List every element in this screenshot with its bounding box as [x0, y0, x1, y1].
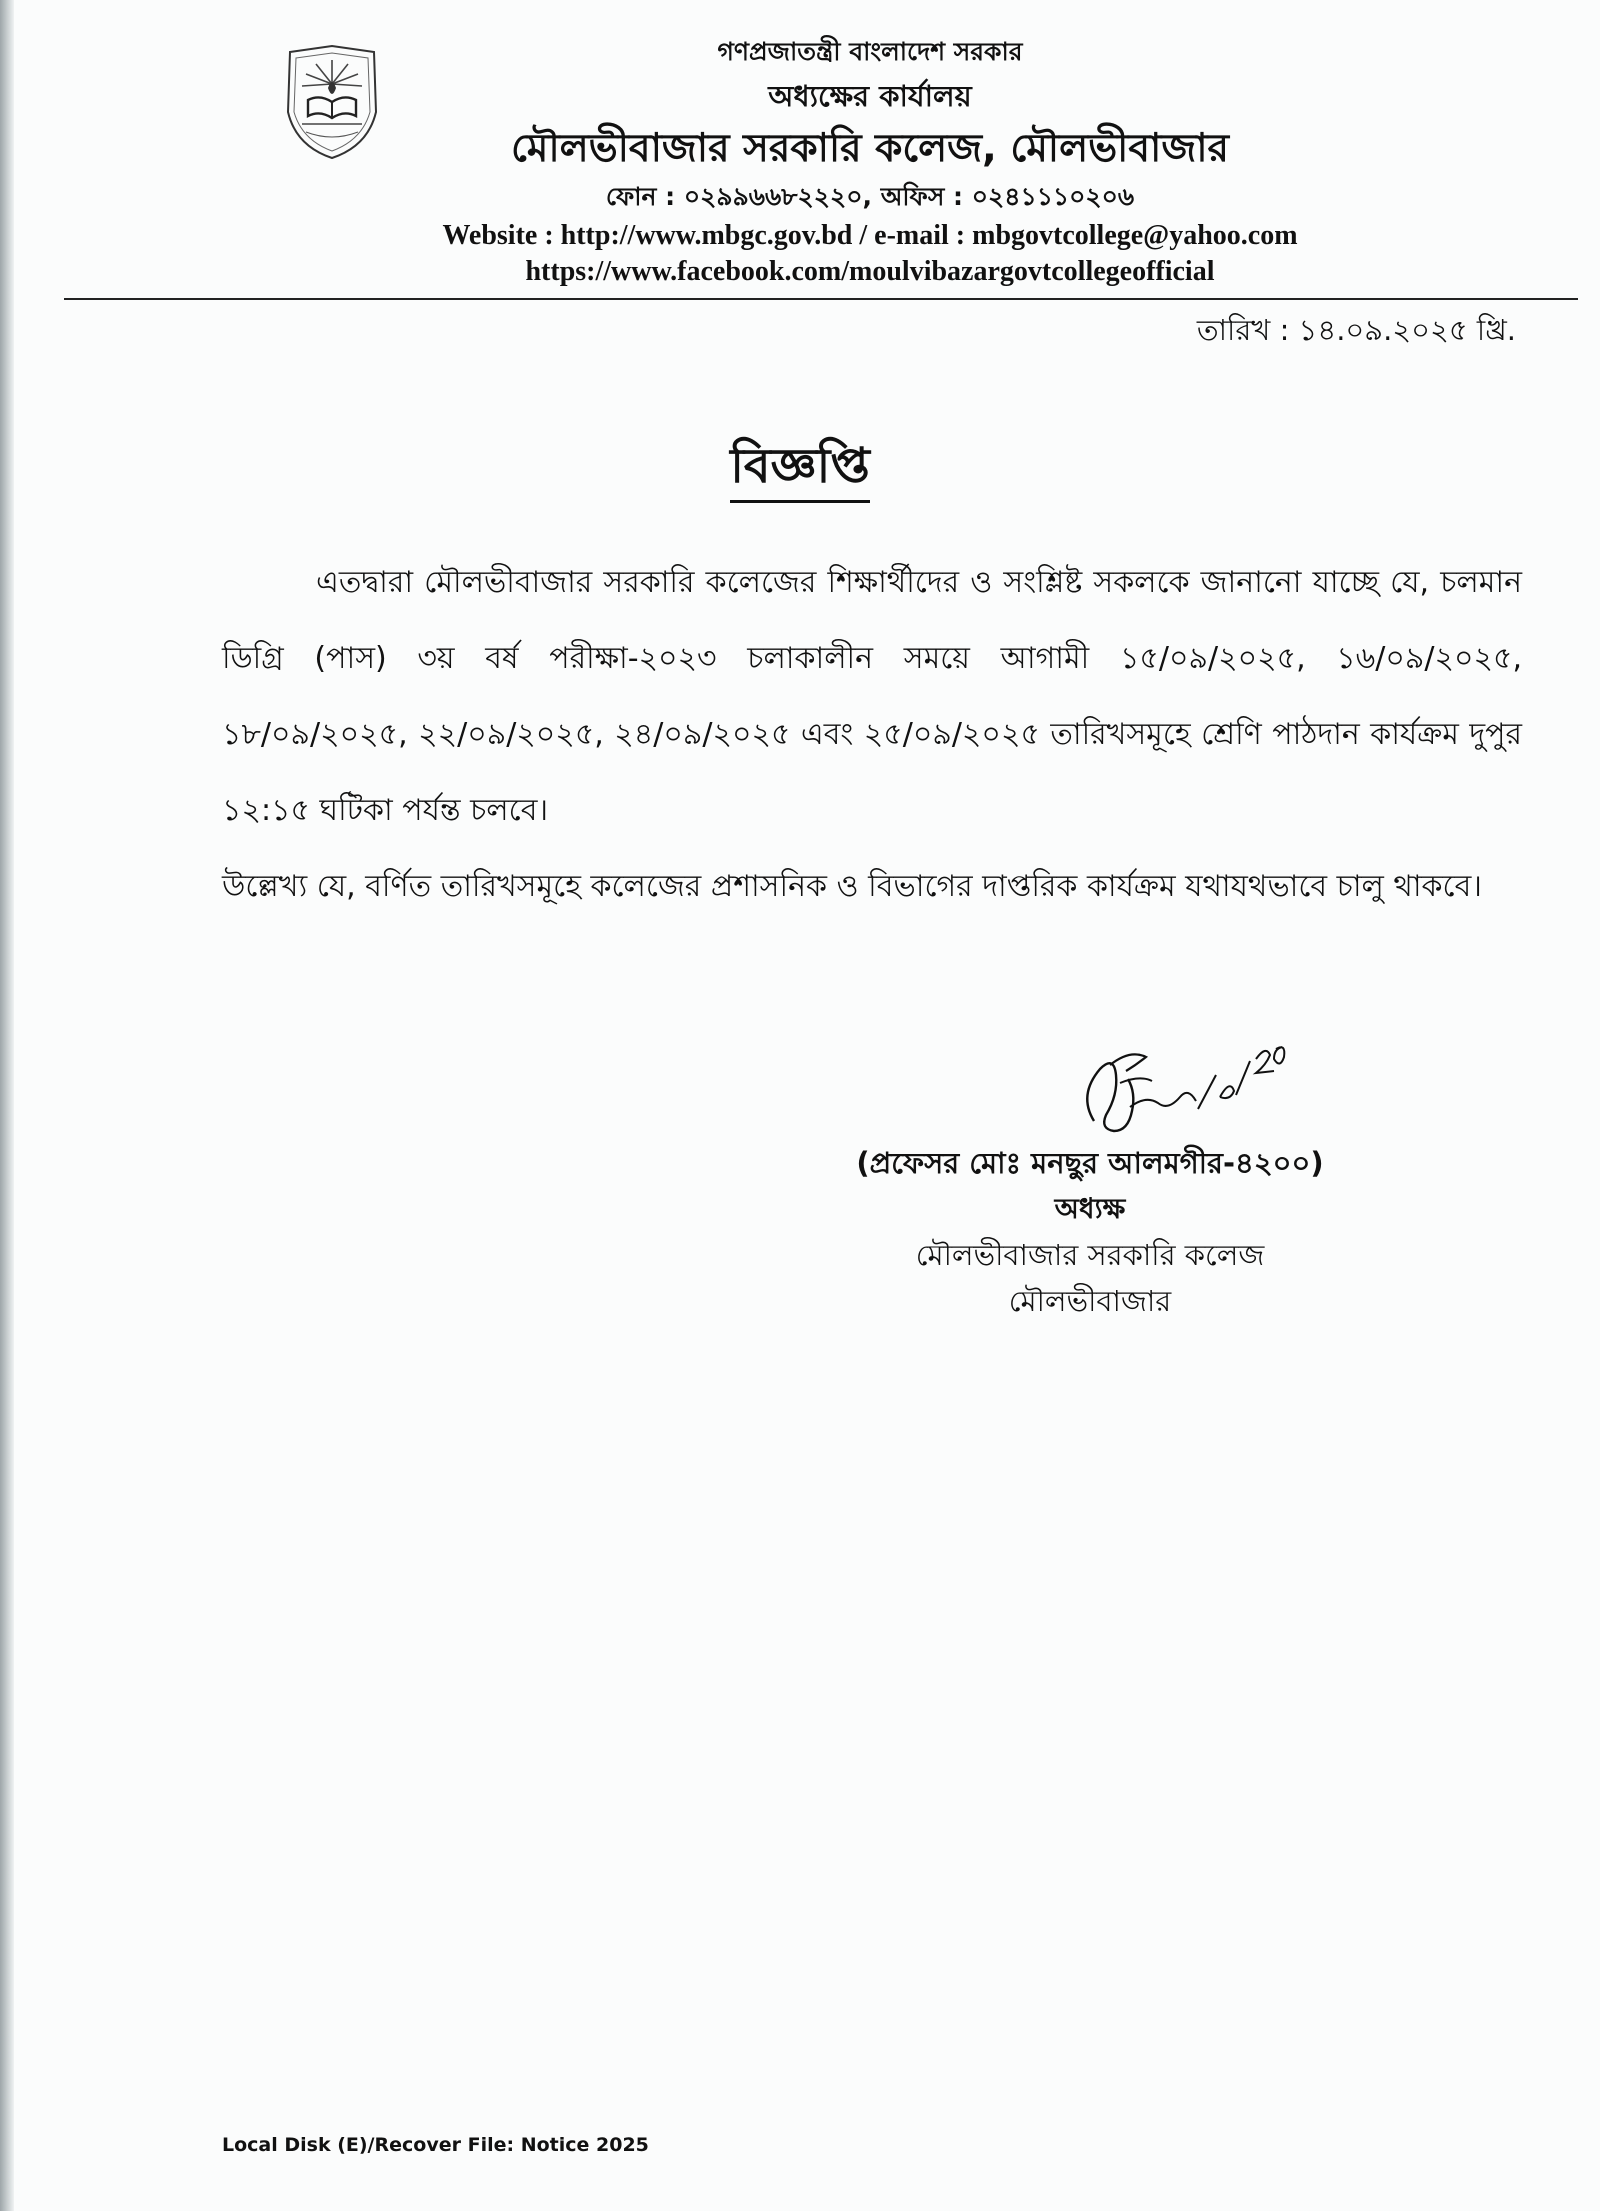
notice-date: তারিখ : ১৪.০৯.২০২৫ খ্রি. [1196, 313, 1516, 347]
office-title: অধ্যক্ষের কার্যালয় [768, 79, 972, 113]
signatory-college: মৌলভীবাজার সরকারি কলেজ [915, 1238, 1265, 1272]
signatory-name: (প্রফেসর মোঃ মনছুর আলমগীর-৪২০০) [856, 1146, 1324, 1180]
signatory-city: মৌলভীবাজার [1008, 1284, 1172, 1318]
scan-edge [0, 0, 14, 2211]
signature-block [850, 1140, 1330, 1324]
college-title: মৌলভীবাজার সরকারি কলেজ, মৌলভীবাজার [510, 126, 1230, 171]
notice-title: বিজ্ঞপ্তি [730, 438, 870, 503]
signatory-designation: অধ্যক্ষ [1054, 1192, 1126, 1225]
website-line: Website : http://www.mbgc.gov.bd / e-mail : mbgovtcollege@yahoo.com [442, 220, 1298, 251]
facebook-line: https://www.facebook.com/moulvibazargovtcollegeofficial [525, 256, 1215, 287]
header-divider [64, 298, 1578, 300]
notice-body [222, 545, 1522, 925]
government-title: গণপ্রজাতন্ত্রী বাংলাদেশ সরকার [717, 37, 1023, 66]
file-path-footer: Local Disk (E)/Recover File: Notice 2025 [222, 2134, 649, 2156]
phone-line: ফোন : ০২৯৯৬৬৮২২২০, অফিস : ০২৪১১১০২০৬ [605, 182, 1135, 211]
notice-paragraph-1: এতদ্বারা মৌলভীবাজার সরকারি কলেজের শিক্ষার্থীদের ও সংশ্লিষ্ট সকলকে জানানো যাচ্ছে যে, চলমান ডিগ্রি (পাস) ৩য় বর্ষ পরীক্ষা-২০২৩ চলাকালীন সময়ে আগামী ১৫/০৯/২০২৫, ১৬/০৯/২০২৫, ১৮/০৯/২০২৫, ২২/০৯/২০২৫, ২৪/০৯/২০২৫ এবং ২৫/০৯/২০২৫ তারিখসমূহে শ্রেণি পাঠদান কার্যক্রম দুপুর ১২:১৫ ঘটিকা পর্যন্ত চলবে। [222, 565, 1522, 828]
handwritten-signature [1070, 1035, 1290, 1155]
notice-paragraph-2: উল্লেখ্য যে, বর্ণিত তারিখসমূহে কলেজের প্রশাসনিক ও বিভাগের দাপ্তরিক কার্যক্রম যথাযথভাবে চালু থাকবে। [222, 869, 1483, 904]
